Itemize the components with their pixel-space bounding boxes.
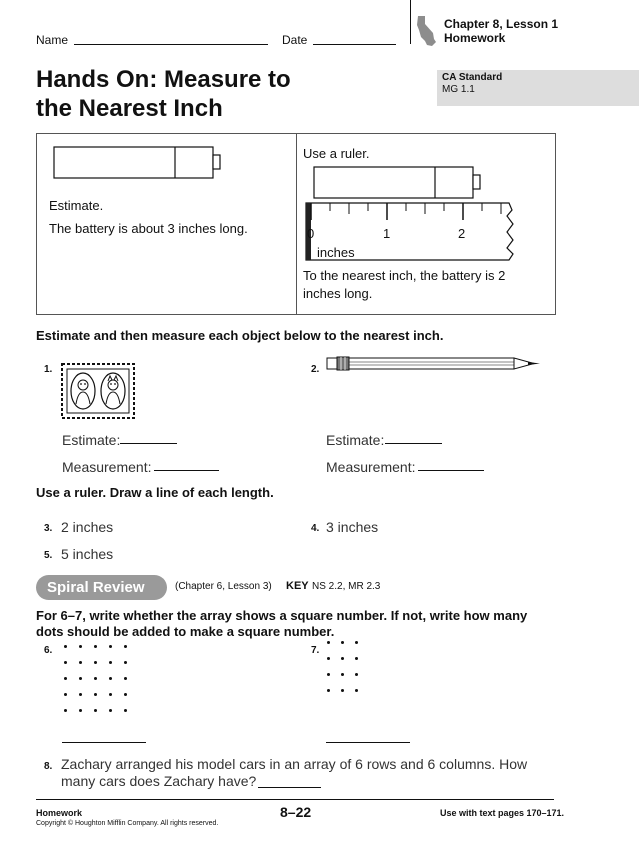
problem-2-number: 2. xyxy=(311,364,320,375)
section1-instruction: Estimate and then measure each object below to the nearest inch. xyxy=(36,328,444,343)
page-title-line1: Hands On: Measure to xyxy=(36,66,291,93)
ruler-unit: inches xyxy=(317,245,355,260)
problem-6-number: 6. xyxy=(44,645,53,656)
problem-8-line2: many cars does Zachary have? xyxy=(61,773,257,789)
california-icon xyxy=(416,15,438,47)
array-dot xyxy=(64,693,67,696)
array-dot xyxy=(64,677,67,680)
battery-image xyxy=(53,146,225,180)
name-label: Name xyxy=(36,33,69,47)
problem-1-estimate-label: Estimate: xyxy=(62,432,121,448)
array-dot xyxy=(109,661,112,664)
item-5-number: 5. xyxy=(44,550,53,561)
array-dot xyxy=(124,677,127,680)
ruler-instruction: Use a ruler. xyxy=(303,146,370,161)
array-dot xyxy=(79,645,82,648)
problem-1-estimate-field[interactable] xyxy=(120,443,177,444)
item-4-number: 4. xyxy=(311,523,320,534)
array-dot xyxy=(64,709,67,712)
item-3-text: 2 inches xyxy=(61,519,114,535)
array-dot xyxy=(79,709,82,712)
date-label: Date xyxy=(282,33,308,47)
array-dot xyxy=(124,709,127,712)
ruler-tick-1: 1 xyxy=(383,226,391,241)
array-dot xyxy=(355,673,358,676)
array-dot xyxy=(341,689,344,692)
footer-text-pages: Use with text pages 170–171. xyxy=(440,808,565,818)
array-dot xyxy=(327,673,330,676)
footer-copyright: Copyright © Houghton Mifflin Company. All rights reserved. xyxy=(36,820,219,827)
array-dot xyxy=(124,661,127,664)
estimate-label: Estimate. xyxy=(49,198,104,213)
problem-8-number: 8. xyxy=(44,761,53,772)
problem-8-answer-field[interactable] xyxy=(258,787,321,788)
spiral-reference: (Chapter 6, Lesson 3) xyxy=(175,581,272,592)
item-3-number: 3. xyxy=(44,523,53,534)
key-label: KEY xyxy=(286,580,309,592)
array-dot xyxy=(79,677,82,680)
example-box xyxy=(36,133,556,315)
problem-1-measurement-label: Measurement: xyxy=(62,459,152,475)
ruler-tick-0: 0 xyxy=(307,226,315,241)
array-dot xyxy=(327,689,330,692)
item-5-text: 5 inches xyxy=(61,546,114,562)
array-dot xyxy=(79,661,82,664)
problem-1-measurement-field[interactable] xyxy=(154,470,219,471)
chapter-lesson: Chapter 8, Lesson 1 xyxy=(444,17,559,31)
problem-7-answer-field[interactable] xyxy=(326,742,410,743)
array-dot xyxy=(94,709,97,712)
footer-rule xyxy=(36,799,554,800)
standard-label: CA Standard xyxy=(442,72,503,83)
homework-label: Homework xyxy=(444,31,506,45)
array-dot xyxy=(327,657,330,660)
problem-6-answer-field[interactable] xyxy=(62,742,146,743)
pencil-image xyxy=(326,354,546,374)
array-dot xyxy=(327,641,330,644)
date-field[interactable] xyxy=(313,44,396,45)
array-dot xyxy=(355,657,358,660)
array-dot xyxy=(355,689,358,692)
key-standards: NS 2.2, MR 2.3 xyxy=(312,581,381,592)
array-dot xyxy=(94,645,97,648)
problem-7-number: 7. xyxy=(311,645,320,656)
array-dot xyxy=(341,657,344,660)
array-dot xyxy=(94,693,97,696)
estimate-text: The battery is about 3 inches long. xyxy=(49,221,248,236)
array-dot xyxy=(124,645,127,648)
array-dot xyxy=(109,645,112,648)
battery-on-ruler xyxy=(313,166,485,200)
array-dot xyxy=(109,693,112,696)
array-dot xyxy=(79,693,82,696)
ruler-tick-2: 2 xyxy=(458,226,466,241)
array-dot xyxy=(341,673,344,676)
item-4-text: 3 inches xyxy=(326,519,379,535)
dot-array-6 xyxy=(64,645,134,715)
dot-array-7 xyxy=(327,641,367,701)
spiral-review-badge xyxy=(36,575,167,600)
standard-code: MG 1.1 xyxy=(442,84,475,95)
name-field[interactable] xyxy=(74,44,268,45)
problem-2-estimate-label: Estimate: xyxy=(326,432,385,448)
array-dot xyxy=(109,677,112,680)
page-number: 8–22 xyxy=(280,804,312,820)
spiral-review-label: Spiral Review xyxy=(47,579,145,596)
spiral-instruction-line2: dots should be added to make a square number. xyxy=(36,624,335,639)
example-divider xyxy=(296,134,297,314)
result-line1: To the nearest inch, the battery is 2 xyxy=(303,268,506,283)
problem-2-measurement-label: Measurement: xyxy=(326,459,416,475)
problem-2-measurement-field[interactable] xyxy=(418,470,484,471)
problem-1-number: 1. xyxy=(44,364,53,375)
footer-homework: Homework xyxy=(36,808,83,818)
array-dot xyxy=(109,709,112,712)
problem-8-line1: Zachary arranged his model cars in an array of 6 rows and 6 columns. How xyxy=(61,756,528,772)
header-divider xyxy=(410,0,411,44)
array-dot xyxy=(341,641,344,644)
array-dot xyxy=(64,661,67,664)
standard-box xyxy=(437,70,639,106)
array-dot xyxy=(355,641,358,644)
array-dot xyxy=(94,677,97,680)
stamp-image xyxy=(60,362,136,420)
array-dot xyxy=(124,693,127,696)
array-dot xyxy=(94,661,97,664)
spiral-instruction-line1: For 6–7, write whether the array shows a square number. If not, write how many xyxy=(36,608,528,623)
page-title-line2: the Nearest Inch xyxy=(36,95,223,122)
section2-instruction: Use a ruler. Draw a line of each length. xyxy=(36,485,274,500)
array-dot xyxy=(64,645,67,648)
result-line2: inches long. xyxy=(303,286,373,301)
problem-2-estimate-field[interactable] xyxy=(385,443,442,444)
